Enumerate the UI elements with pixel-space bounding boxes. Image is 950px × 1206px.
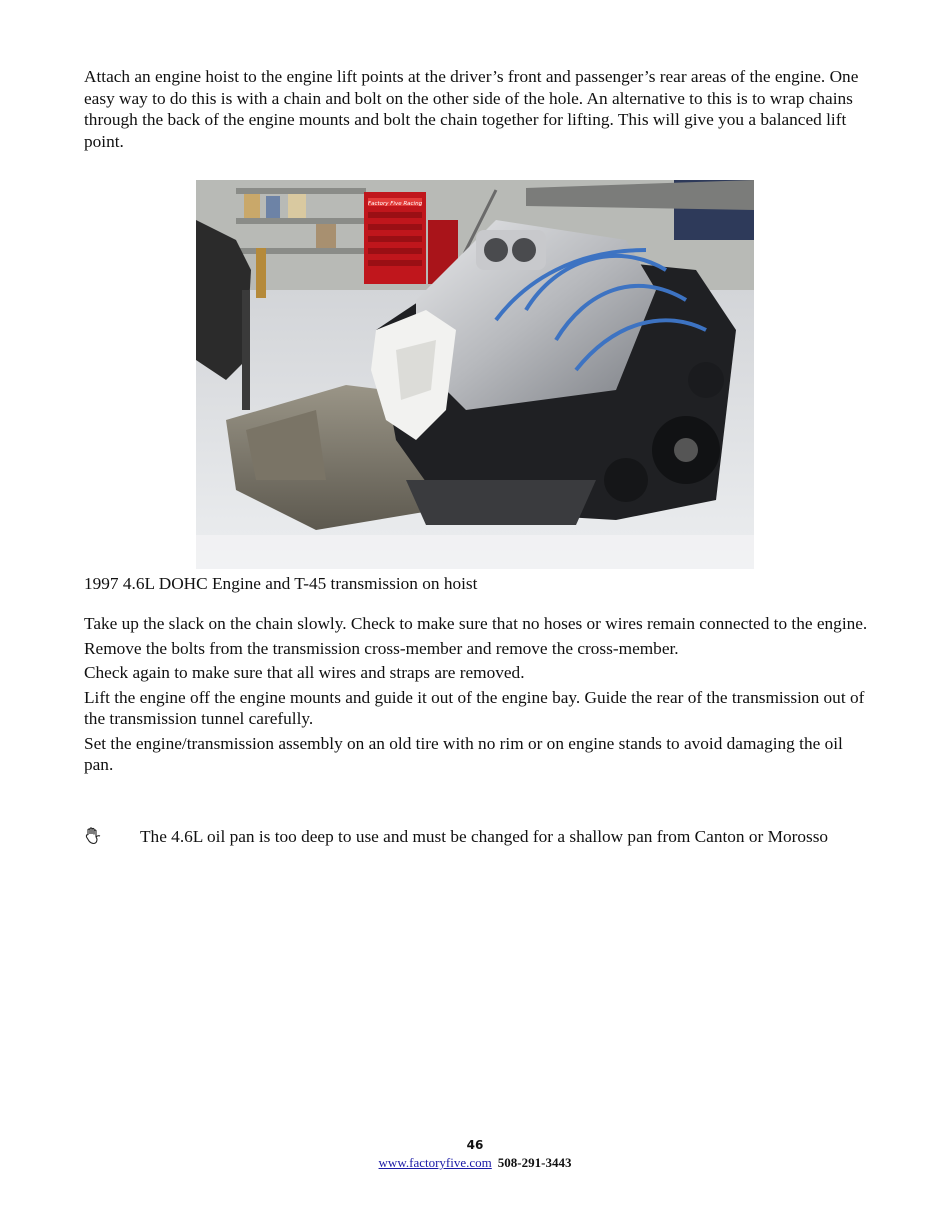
note-text: The 4.6L oil pan is too deep to use and must be changed for a shallow pan from Canton or Morosso: [140, 827, 829, 846]
photo-caption: 1997 4.6L DOHC Engine and T-45 transmission on hoist: [84, 574, 478, 593]
step-paragraph: Remove the bolts from the transmission cross-member and remove the cross-member.: [84, 638, 679, 658]
step-paragraph: Take up the slack on the chain slowly. Check to make sure that no hoses or wires remain connected to the engine.: [84, 614, 868, 633]
toolbox-label: Factory Five Racing: [367, 201, 423, 207]
instruction-steps: [84, 613, 868, 779]
pointing-hand-icon: [84, 826, 104, 846]
intro-paragraph: Attach an engine hoist to the engine lift points at the driver’s front and passenger’s rear areas of the engine. One easy way to do this is with a chain and bolt on the other side of the hole. An alternative to this is to wrap chains through the back of the engine mounts and bolt the chain together for lifting. This will give you a balanced lift point.: [84, 67, 859, 151]
step-paragraph: Lift the engine off the engine mounts and guide it out of the engine bay. Guide the rear of the transmission out of the transmission tunnel carefully.: [84, 687, 865, 728]
engine-photo: [196, 180, 754, 569]
step-paragraph: Check again to make sure that all wires and straps are removed.: [84, 663, 525, 682]
footer-contact: [0, 1155, 950, 1171]
phone-number: 508-291-3443: [497, 1155, 572, 1170]
website-link[interactable]: www.factoryfive.com: [378, 1155, 492, 1170]
step-paragraph: Set the engine/transmission assembly on an old tire with no rim or on engine stands to avoid damaging the oil pan.: [84, 733, 843, 774]
page-number: 46: [466, 1138, 484, 1152]
